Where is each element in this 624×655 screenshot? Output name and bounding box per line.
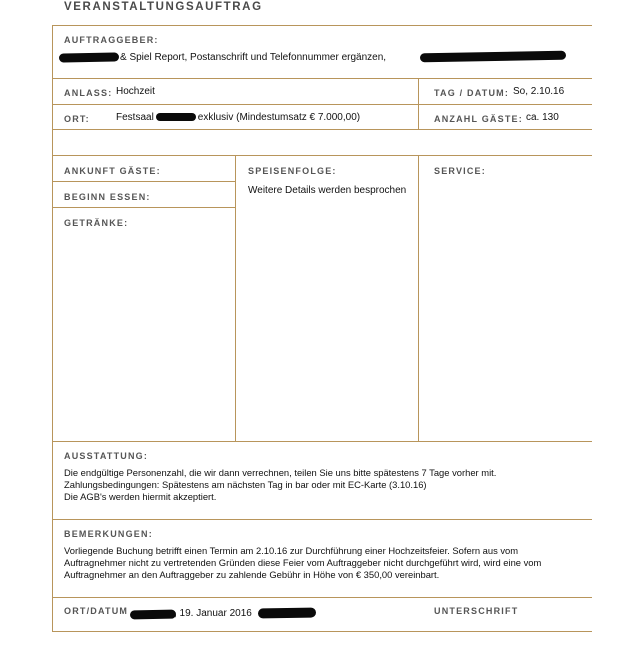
redaction-bar	[156, 113, 196, 121]
ausstattung-line: Zahlungsbedingungen: Spätestens am nächsten Tag in bar oder mit EC-Karte (3.10.16)	[64, 479, 427, 491]
tag-datum-value: So, 2.10.16	[513, 86, 565, 97]
anlass-value: Hochzeit	[116, 86, 155, 97]
bemerkungen-line: Vorliegende Buchung betrifft einen Termin am 2.10.16 zur Durchführung einer Hochzeitsfeier. Sofern aus vom	[64, 545, 519, 556]
ankunft-gaeste-label: ANKUNFT GÄSTE:	[64, 166, 161, 176]
ausstattung-text	[64, 467, 589, 504]
form-left-border	[52, 25, 53, 631]
document-title: VERANSTALTUNGSAUFTRAG	[64, 1, 263, 13]
divider	[52, 631, 592, 632]
beginn-essen-label: BEGINN ESSEN:	[64, 192, 151, 202]
divider	[52, 78, 592, 79]
anlass-label: ANLASS:	[64, 88, 113, 98]
auftraggeber-label: AUFTRAGGEBER:	[64, 35, 159, 45]
service-label: SERVICE:	[434, 166, 486, 176]
divider	[52, 519, 592, 520]
bemerkungen-line: Auftragnehmer an den Auftraggeber zu zahlende Gebühr in Höhe von € 350,00 vereinbart.	[64, 569, 440, 581]
anzahl-gaeste-label: ANZAHL GÄSTE:	[434, 114, 523, 124]
ort-value	[116, 112, 360, 123]
divider	[52, 207, 235, 208]
divider	[52, 129, 592, 130]
divider	[52, 25, 592, 26]
redaction-bar	[59, 52, 119, 62]
getraenke-label: GETRÄNKE:	[64, 218, 129, 228]
bemerkungen-text	[64, 545, 592, 582]
ausstattung-line: Die AGB's werden hiermit akzeptiert.	[64, 491, 217, 503]
column-divider	[418, 155, 419, 441]
tag-datum-label: TAG / DATUM:	[434, 88, 510, 98]
ort-value-prefix: Festsaal	[116, 112, 154, 123]
unterschrift-label: UNTERSCHRIFT	[434, 606, 519, 616]
divider	[52, 181, 235, 182]
redaction-bar	[420, 51, 566, 63]
redaction-bar	[258, 607, 316, 618]
redaction-bar	[130, 610, 176, 620]
speisenfolge-value: Weitere Details werden besprochen	[248, 185, 407, 196]
bemerkungen-line: Auftragnehmer nicht zu vertretenden Gründen diese Feier vom Auftraggeber nicht durchgeführt wird, wird eine vom	[64, 557, 542, 569]
ort-datum-value: , 19. Januar 2016	[174, 608, 252, 619]
anzahl-gaeste-value: ca. 130	[526, 112, 559, 123]
divider	[52, 597, 592, 598]
divider	[52, 441, 592, 442]
ort-datum-label: ORT/DATUM	[64, 606, 129, 616]
auftraggeber-value: & Spiel Report, Postanschrift und Telefonnummer ergänzen,	[120, 52, 387, 63]
ausstattung-label: AUSSTATTUNG:	[64, 451, 149, 461]
ort-label: ORT:	[64, 114, 90, 124]
ausstattung-line: Die endgültige Personenzahl, die wir dann verrechnen, teilen Sie uns bitte spätestens 7 Tage vorher mit.	[64, 467, 497, 478]
divider	[52, 104, 592, 105]
divider	[52, 155, 592, 156]
ort-value-suffix: exklusiv (Mindestumsatz € 7.000,00)	[197, 112, 361, 123]
speisenfolge-label: SPEISENFOLGE:	[248, 166, 337, 176]
column-divider	[418, 78, 419, 129]
bemerkungen-label: BEMERKUNGEN:	[64, 529, 153, 539]
column-divider	[235, 155, 236, 441]
